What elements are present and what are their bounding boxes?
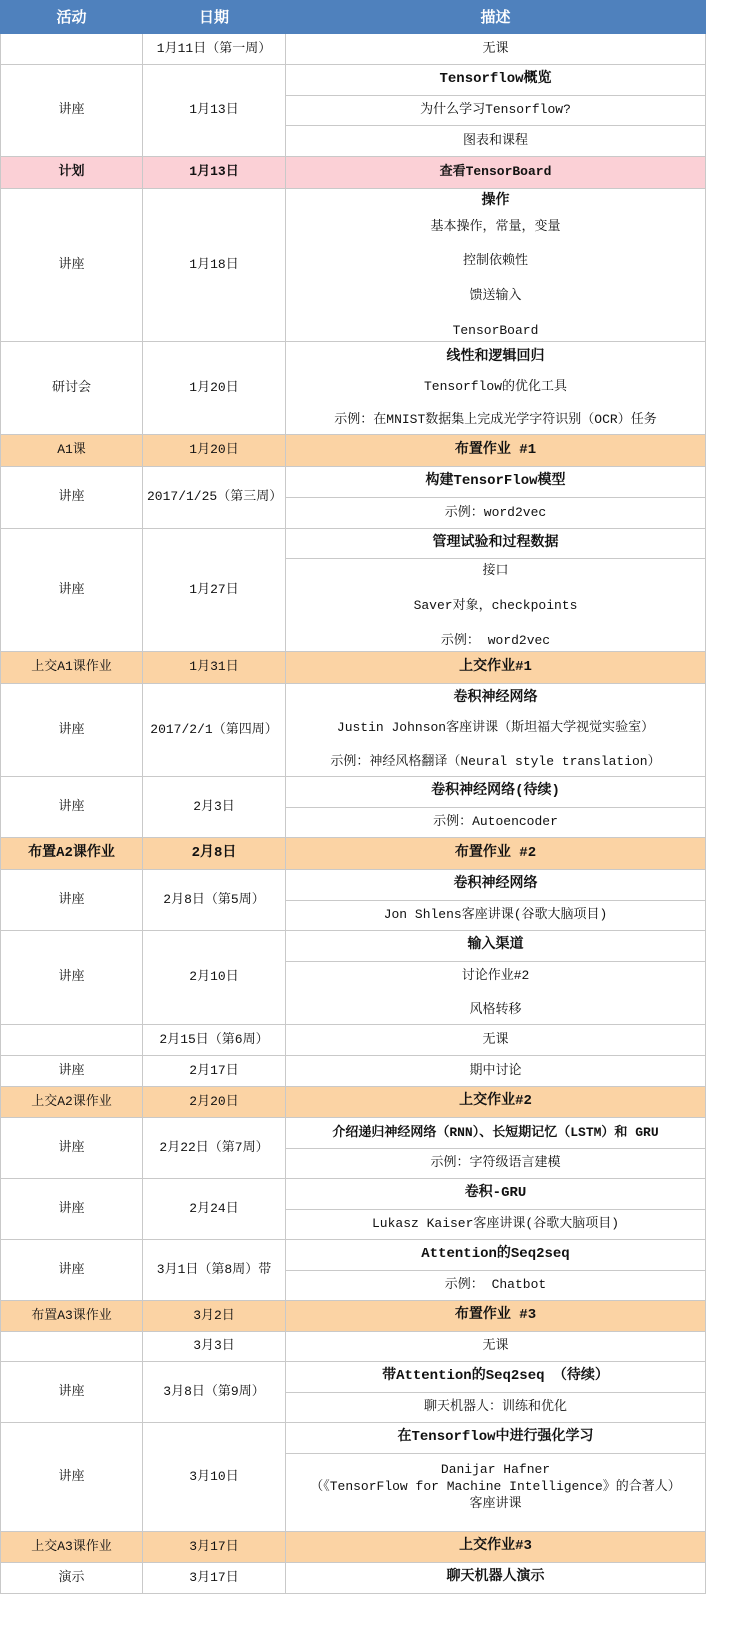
- activity-cell: 计划: [1, 157, 143, 189]
- activity-cell: 上交A3课作业: [1, 1532, 143, 1563]
- activity-cell: 讲座: [1, 467, 143, 529]
- date-cell: 3月17日: [143, 1563, 286, 1594]
- description-cell: 无课: [286, 1332, 706, 1362]
- activity-cell: 讲座: [1, 189, 143, 342]
- description-title: 管理试验和过程数据: [286, 529, 706, 559]
- description-title: 卷积神经网络: [286, 870, 706, 901]
- date-cell: 2月3日: [143, 777, 286, 838]
- description-title: 操作: [481, 193, 510, 209]
- activity-cell: [1, 1332, 143, 1362]
- activity-cell: [1, 1025, 143, 1056]
- description-line: 客座讲课: [469, 1496, 522, 1511]
- table-row: [1, 65, 706, 96]
- date-cell: 2月24日: [143, 1179, 286, 1240]
- description-line: Justin Johnson客座讲课（斯坦福大学视觉实验室）: [336, 720, 655, 735]
- table-row-highlight: [1, 1301, 706, 1332]
- description-cell: 上交作业#3: [286, 1532, 706, 1563]
- description-cell: 示例：word2vec: [286, 498, 706, 529]
- date-cell: 2月10日: [143, 931, 286, 1025]
- activity-cell: 演示: [1, 1563, 143, 1594]
- description-line: 控制依赖性: [462, 253, 528, 268]
- table-row: [1, 1056, 706, 1087]
- activity-cell: 讲座: [1, 870, 143, 931]
- activity-cell: 讲座: [1, 1179, 143, 1240]
- description-line: Tensorflow的优化工具: [423, 379, 567, 394]
- description-cell: 图表和课程: [286, 126, 706, 157]
- description-cell: 聊天机器人演示: [286, 1563, 706, 1594]
- date-cell: 1月27日: [143, 529, 286, 652]
- description-cell: 布置作业 #2: [286, 838, 706, 870]
- date-cell: 3月1日（第8周）带: [143, 1240, 286, 1301]
- description-line: TensorBoard: [452, 323, 539, 338]
- table-row: [1, 467, 706, 498]
- table-row-highlight: [1, 1087, 706, 1118]
- description-cell: 示例：字符级语言建模: [286, 1149, 706, 1179]
- description-cell: [286, 189, 706, 342]
- description-cell: Jon Shlens客座讲课(谷歌大脑项目): [286, 901, 706, 931]
- description-cell: Lukasz Kaiser客座讲课(谷歌大脑项目): [286, 1210, 706, 1240]
- description-cell: [286, 559, 706, 652]
- table-row: [1, 1423, 706, 1454]
- description-title: 在Tensorflow中进行强化学习: [286, 1423, 706, 1454]
- header-date: 日期: [143, 1, 286, 34]
- date-cell: 3月10日: [143, 1423, 286, 1532]
- table-row: [1, 1118, 706, 1149]
- date-cell: 2017/1/25（第三周）: [143, 467, 286, 529]
- activity-cell: 上交A1课作业: [1, 652, 143, 684]
- description-title: Attention的Seq2seq: [286, 1240, 706, 1271]
- date-cell: 2月8日: [143, 838, 286, 870]
- table-row: [1, 529, 706, 559]
- table-row-highlight: [1, 157, 706, 189]
- description-cell: 为什么学习Tensorflow?: [286, 96, 706, 126]
- description-cell: 无课: [286, 1025, 706, 1056]
- date-cell: 2月17日: [143, 1056, 286, 1087]
- description-cell: 示例： Chatbot: [286, 1271, 706, 1301]
- date-cell: 2月15日（第6周）: [143, 1025, 286, 1056]
- activity-cell: 讲座: [1, 529, 143, 652]
- date-cell: 2月22日（第7周）: [143, 1118, 286, 1179]
- activity-cell: [1, 34, 143, 65]
- activity-cell: 讲座: [1, 65, 143, 157]
- date-cell: 2017/2/1（第四周）: [143, 684, 286, 777]
- description-cell: 聊天机器人：训练和优化: [286, 1393, 706, 1423]
- table-row: [1, 189, 706, 342]
- description-title: 构建TensorFlow模型: [286, 467, 706, 498]
- activity-cell: 讲座: [1, 1423, 143, 1532]
- description-cell: [286, 684, 706, 777]
- header-row: [1, 1, 706, 34]
- description-title: 卷积-GRU: [286, 1179, 706, 1210]
- date-cell: 1月11日（第一周）: [143, 34, 286, 65]
- activity-cell: 布置A2课作业: [1, 838, 143, 870]
- description-title: 线性和逻辑回归: [446, 349, 545, 365]
- table-row-highlight: [1, 652, 706, 684]
- description-cell: [286, 342, 706, 435]
- description-line: Danijar Hafner: [440, 1462, 551, 1477]
- date-cell: 3月3日: [143, 1332, 286, 1362]
- table-row: [1, 34, 706, 65]
- date-cell: 1月13日: [143, 157, 286, 189]
- activity-cell: 讲座: [1, 1362, 143, 1423]
- activity-cell: 上交A2课作业: [1, 1087, 143, 1118]
- description-line: 基本操作，常量，变量: [430, 219, 561, 234]
- description-cell: [286, 962, 706, 1025]
- table-row: [1, 1362, 706, 1393]
- table-row-highlight: [1, 435, 706, 467]
- activity-cell: 讲座: [1, 1240, 143, 1301]
- description-cell: 布置作业 #1: [286, 435, 706, 467]
- activity-cell: 研讨会: [1, 342, 143, 435]
- table-row: [1, 931, 706, 962]
- description-line: 风格转移: [469, 1002, 522, 1017]
- description-title: 卷积神经网络: [453, 690, 538, 706]
- description-line: 示例：在MNIST数据集上完成光学字符识别（OCR）任务: [334, 412, 657, 427]
- activity-cell: 讲座: [1, 931, 143, 1025]
- description-title: 输入渠道: [286, 931, 706, 962]
- table-row: [1, 1025, 706, 1056]
- table-row: [1, 342, 706, 435]
- description-cell: 无课: [286, 34, 706, 65]
- activity-cell: 布置A3课作业: [1, 1301, 143, 1332]
- date-cell: 1月20日: [143, 435, 286, 467]
- description-line: Saver对象，checkpoints: [413, 598, 578, 613]
- table-row: [1, 684, 706, 777]
- description-title: 介绍递归神经网络（RNN）、长短期记忆（LSTM）和 GRU: [286, 1118, 706, 1149]
- description-line: 示例： word2vec: [440, 633, 551, 648]
- description-cell: 上交作业#1: [286, 652, 706, 684]
- description-line: 接口: [482, 563, 509, 578]
- date-cell: 3月2日: [143, 1301, 286, 1332]
- date-cell: 1月31日: [143, 652, 286, 684]
- table-row: [1, 1332, 706, 1362]
- description-line: 馈送输入: [469, 288, 522, 303]
- header-activity: 活动: [1, 1, 143, 34]
- table-row: [1, 1179, 706, 1210]
- date-cell: 2月8日（第5周）: [143, 870, 286, 931]
- table-row: [1, 1563, 706, 1594]
- table-row: [1, 870, 706, 901]
- date-cell: 2月20日: [143, 1087, 286, 1118]
- description-title: Tensorflow概览: [286, 65, 706, 96]
- description-cell: [286, 1454, 706, 1532]
- date-cell: 1月13日: [143, 65, 286, 157]
- table-row: [1, 777, 706, 808]
- description-line: 示例：神经风格翻译（Neural style translation）: [330, 754, 661, 769]
- table-row-highlight: [1, 1532, 706, 1563]
- description-cell: 上交作业#2: [286, 1087, 706, 1118]
- description-cell: 查看TensorBoard: [286, 157, 706, 189]
- activity-cell: 讲座: [1, 1118, 143, 1179]
- date-cell: 1月20日: [143, 342, 286, 435]
- header-description: 描述: [286, 1, 706, 34]
- table-row: [1, 1240, 706, 1271]
- table-row-highlight: [1, 838, 706, 870]
- date-cell: 3月8日（第9周）: [143, 1362, 286, 1423]
- activity-cell: 讲座: [1, 1056, 143, 1087]
- description-line: 讨论作业#2: [461, 968, 530, 983]
- description-line: （《TensorFlow for Machine Intelligence》的合著人）: [310, 1479, 681, 1494]
- date-cell: 1月18日: [143, 189, 286, 342]
- date-cell: 3月17日: [143, 1532, 286, 1563]
- activity-cell: 讲座: [1, 777, 143, 838]
- activity-cell: 讲座: [1, 684, 143, 777]
- description-cell: 布置作业 #3: [286, 1301, 706, 1332]
- description-cell: 期中讨论: [286, 1056, 706, 1087]
- description-cell: 示例：Autoencoder: [286, 808, 706, 838]
- description-title: 带Attention的Seq2seq （待续）: [286, 1362, 706, 1393]
- activity-cell: A1课: [1, 435, 143, 467]
- description-title: 卷积神经网络(待续): [286, 777, 706, 808]
